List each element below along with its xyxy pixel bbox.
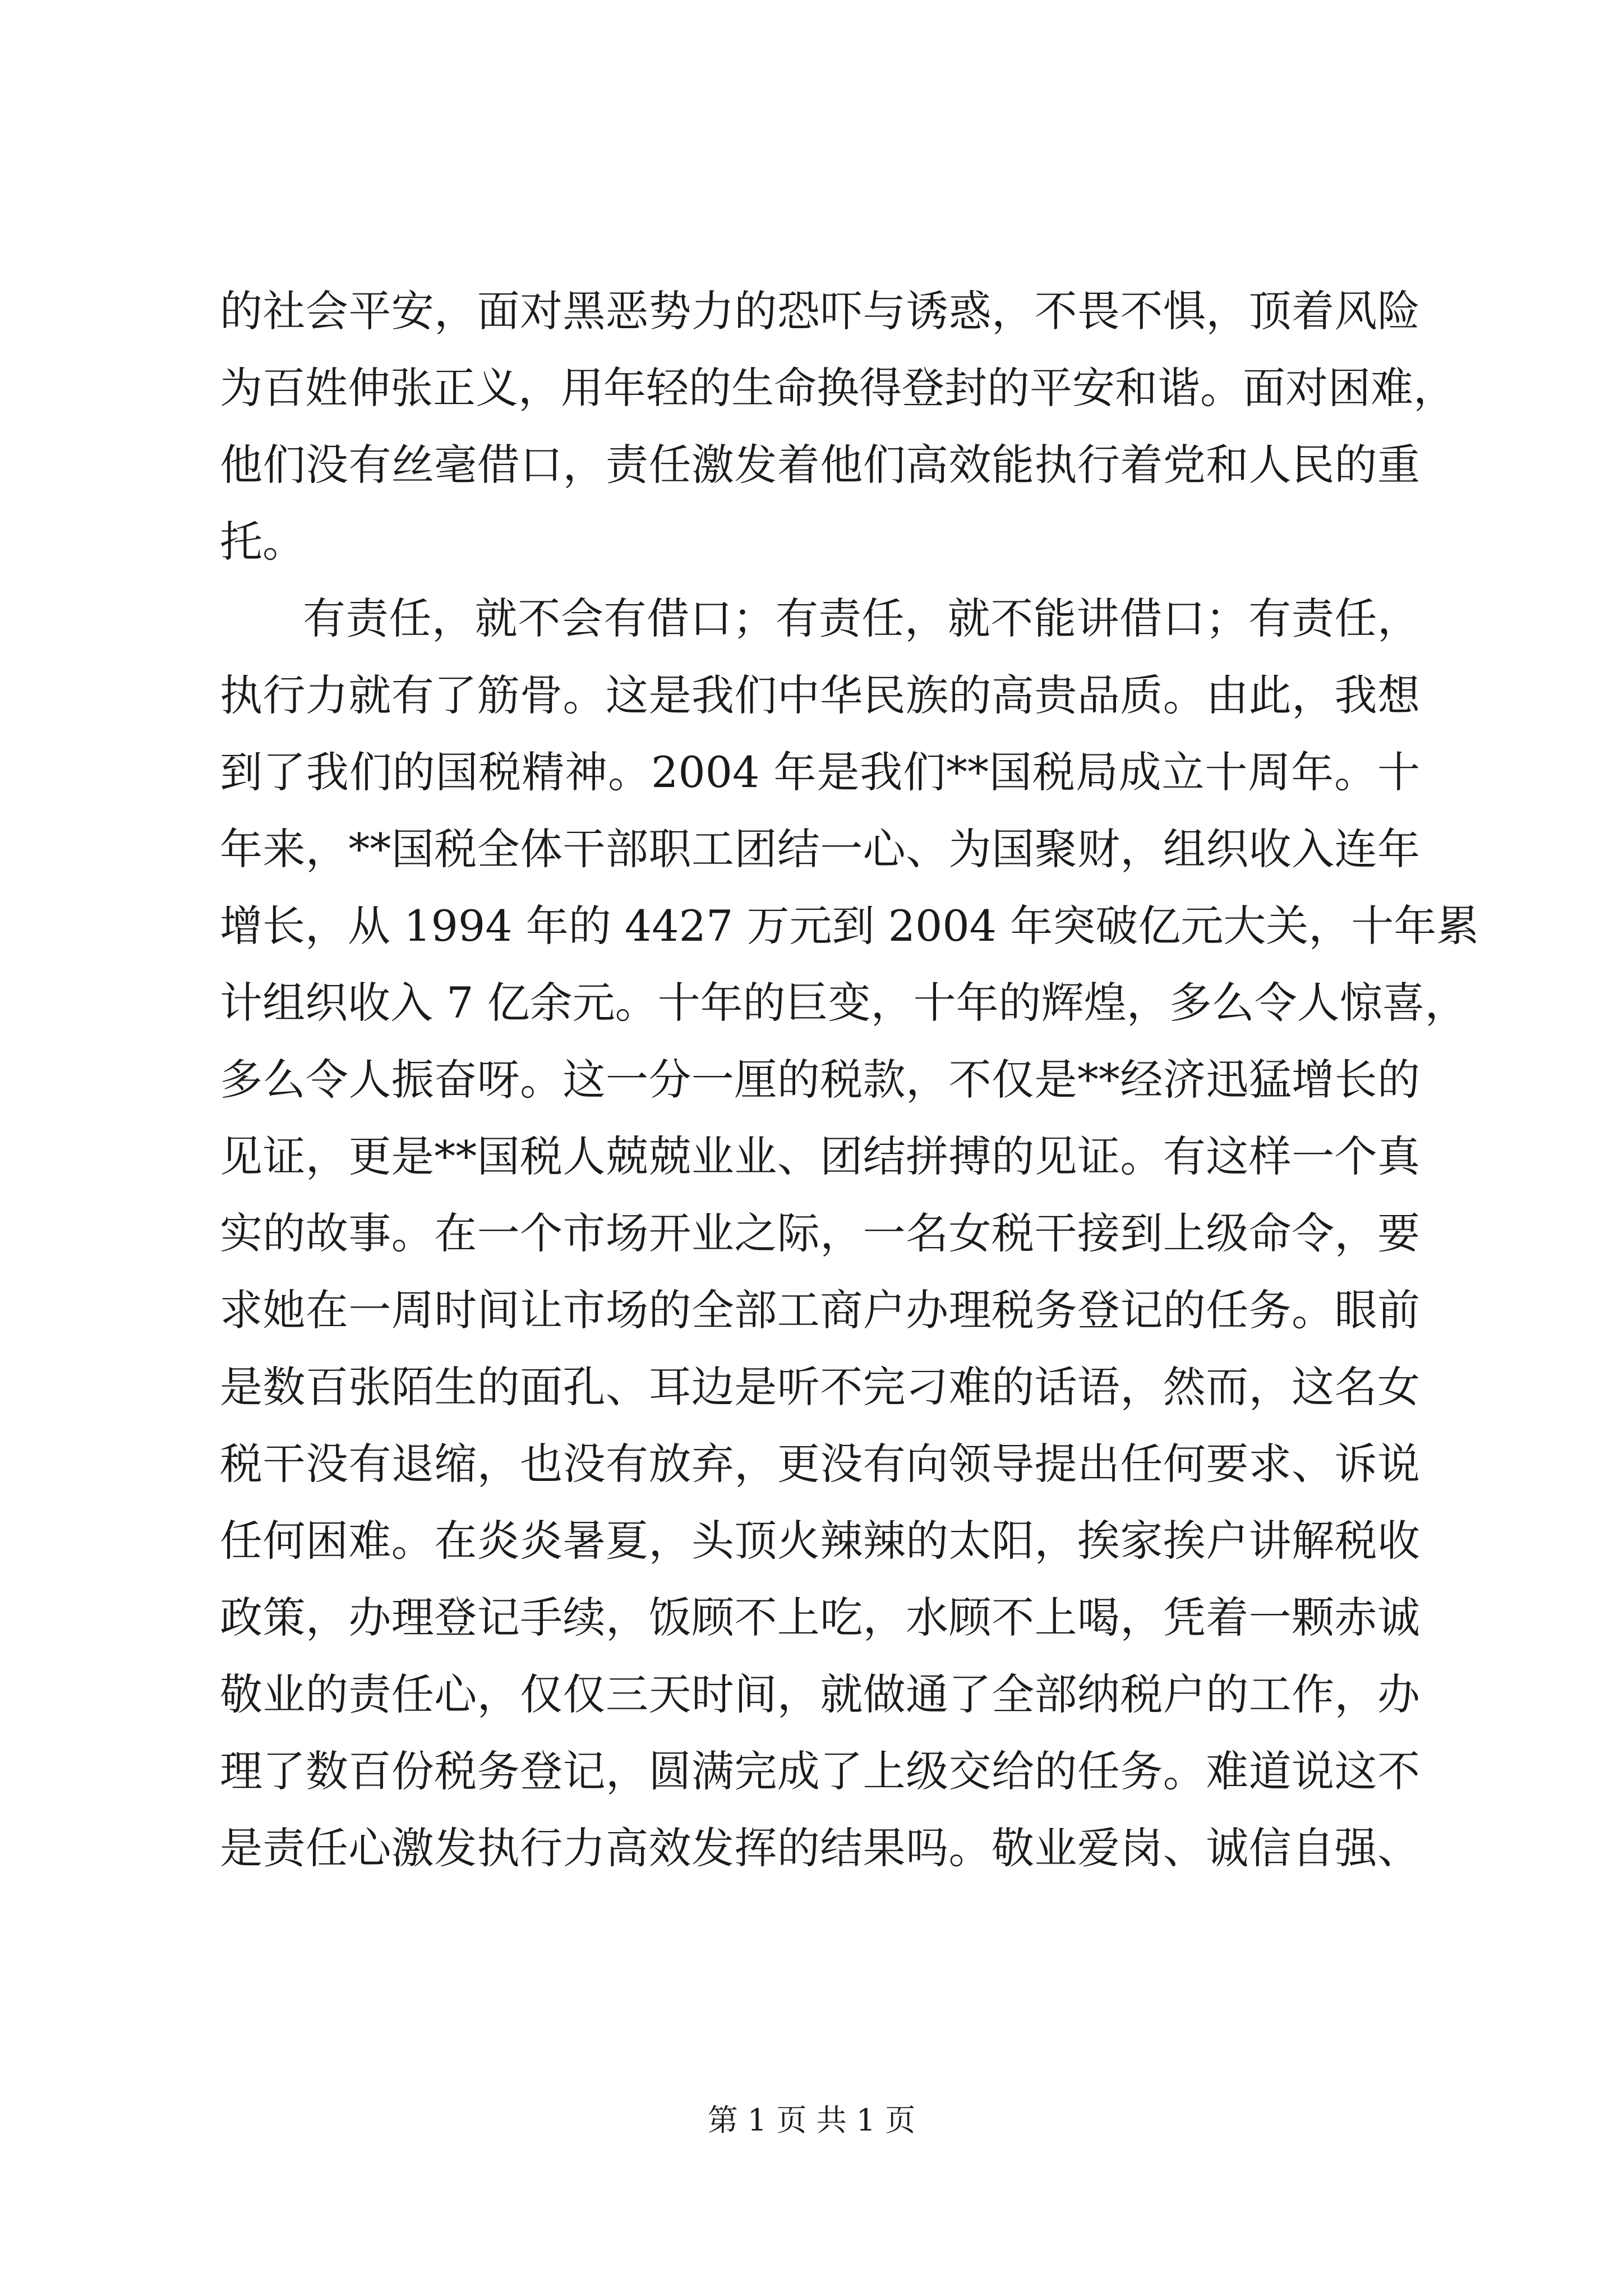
text-line: 有责任，就不会有借口；有责任，就不能讲借口；有责任， (303, 593, 1420, 643)
text-line: 执行力就有了筋骨。这是我们中华民族的高贵品质。由此，我想 (220, 670, 1420, 720)
text-line: 多么令人振奋呀。这一分一厘的税款，不仅是**经济迅猛增长的 (220, 1055, 1420, 1105)
text-line: 见证，更是**国税人兢兢业业、团结拼搏的见证。有这样一个真 (220, 1131, 1420, 1181)
text-line: 托。 (220, 517, 305, 567)
text-line: 增长，从 1994 年的 4427 万元到 2004 年突破亿元大关，十年累 (220, 901, 1479, 951)
text-line: 是责任心激发执行力高效发挥的结果吗。敬业爱岗、诚信自强、 (220, 1823, 1420, 1873)
text-line: 求她在一周时间让市场的全部工商户办理税务登记的任务。眼前 (220, 1285, 1420, 1335)
text-line: 的社会平安，面对黑恶势力的恐吓与诱惑，不畏不惧，顶着风险 (220, 286, 1420, 336)
text-line: 他们没有丝毫借口，责任激发着他们高效能执行着党和人民的重 (220, 440, 1420, 490)
text-line: 实的故事。在一个市场开业之际，一名女税干接到上级命令，要 (220, 1208, 1420, 1258)
text-line: 税干没有退缩，也没有放弃，更没有向领导提出任何要求、诉说 (220, 1439, 1420, 1489)
text-line: 敬业的责任心，仅仅三天时间，就做通了全部纳税户的工作，办 (220, 1669, 1420, 1719)
text-line: 到了我们的国税精神。2004 年是我们**国税局成立十周年。十 (220, 747, 1420, 797)
text-line: 任何困难。在炎炎暑夏，头顶火辣辣的太阳，挨家挨户讲解税收 (220, 1516, 1420, 1566)
text-line: 是数百张陌生的面孔、耳边是听不完刁难的话语，然而，这名女 (220, 1362, 1420, 1412)
text-line: 为百姓伸张正义，用年轻的生命换得登封的平安和谐。面对困难， (220, 363, 1456, 413)
text-line: 政策，办理登记手续，饭顾不上吃，水顾不上喝，凭着一颗赤诚 (220, 1593, 1420, 1642)
text-line: 理了数百份税务登记，圆满完成了上级交给的任务。难道说这不 (220, 1746, 1420, 1796)
page-footer: 第 1 页 共 1 页 (707, 2102, 916, 2138)
text-line: 计组织收入 7 亿余元。十年的巨变，十年的辉煌，多么令人惊喜， (220, 978, 1468, 1028)
text-line: 年来，**国税全体干部职工团结一心、为国聚财，组织收入连年 (220, 824, 1420, 874)
